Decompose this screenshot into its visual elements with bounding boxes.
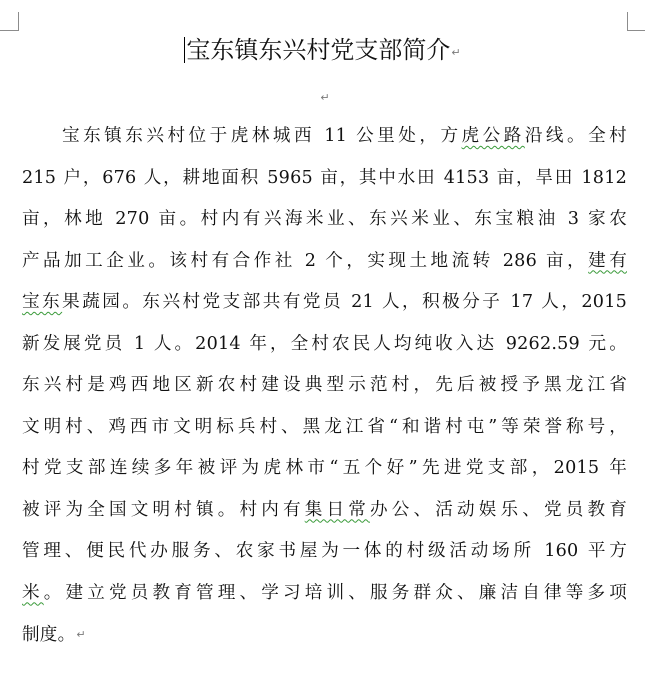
body-text-segment: 沿线。全村 [524, 126, 627, 146]
body-text-segment: 果蔬园。东兴村党支部共有党员 21 人，积极分子 17 人，2015 [62, 292, 627, 312]
body-text-line [22, 116, 627, 158]
document-title-line[interactable] [0, 30, 645, 73]
paragraph-mark-icon: ↵ [320, 91, 330, 104]
body-text-segment: 文明村、鸡西市文明标兵村、黑龙江省“和谐村屯”等荣誉称号， [22, 416, 627, 437]
body-text-line [22, 407, 627, 449]
page-corner-mark-top-right [627, 12, 645, 31]
body-text-line [22, 365, 627, 407]
grammar-flag-underline: 集日常 [304, 499, 370, 520]
body-text-line [22, 158, 627, 200]
body-text-line [22, 241, 627, 283]
grammar-flag-underline: 米 [22, 582, 44, 603]
body-text-segment: 。建立党员教育管理、学习培训、服务群众、廉洁自律等多项 [43, 582, 627, 603]
body-text-segment: 新发展党员 1 人。2014 年，全村农民人均纯收入达 9262.59 元。 [22, 333, 627, 354]
grammar-flag-underline: 建有 [588, 250, 627, 271]
body-text-segment: 宝东镇东兴村位于虎林城西 11 公里处，方 [62, 126, 462, 146]
body-text-segment: 制度。 [22, 625, 76, 645]
body-text-line [22, 324, 627, 366]
body-text-line [22, 614, 627, 656]
paragraph-mark-icon: ↵ [451, 46, 461, 59]
body-text-segment: 村党支部连续多年被评为虎林市“五个好”先进党支部，2015 年 [22, 458, 627, 478]
document-title: 宝东镇东兴村党支部简介 [186, 36, 451, 64]
body-text-line [22, 573, 627, 615]
body-text-segment: 亩，林地 270 亩。村内有兴海米业、东兴米业、东宝粮油 3 家农 [22, 209, 627, 229]
body-text-line [22, 531, 627, 573]
paragraph-mark-icon: ↵ [76, 628, 86, 641]
body-text-segment: 产品加工企业。该村有合作社 2 个，实现土地流转 286 亩， [22, 250, 589, 271]
empty-paragraph[interactable] [0, 88, 645, 108]
body-text-line [22, 199, 627, 241]
body-paragraph[interactable] [22, 116, 627, 656]
grammar-flag-underline: 宝东 [22, 292, 63, 312]
body-text-line [22, 448, 627, 490]
body-text-segment: 被评为全国文明村镇。村内有 [22, 499, 305, 520]
body-text-segment: 215 户，676 人，耕地面积 5965 亩，其中水田 4153 亩，旱田 1812 [22, 167, 627, 188]
body-text-segment: 管理、便民代办服务、农家书屋为一体的村级活动场所 160 平方 [22, 541, 627, 561]
body-text-segment: 办公、活动娱乐、党员教育 [369, 499, 627, 520]
body-text-line [22, 490, 627, 532]
grammar-flag-underline: 虎公路 [461, 126, 525, 146]
body-text-segment: 东兴村是鸡西地区新农村建设典型示范村，先后被授予黑龙江省 [22, 375, 627, 395]
page-corner-mark-top-left [0, 12, 19, 31]
body-text-line [22, 282, 627, 324]
